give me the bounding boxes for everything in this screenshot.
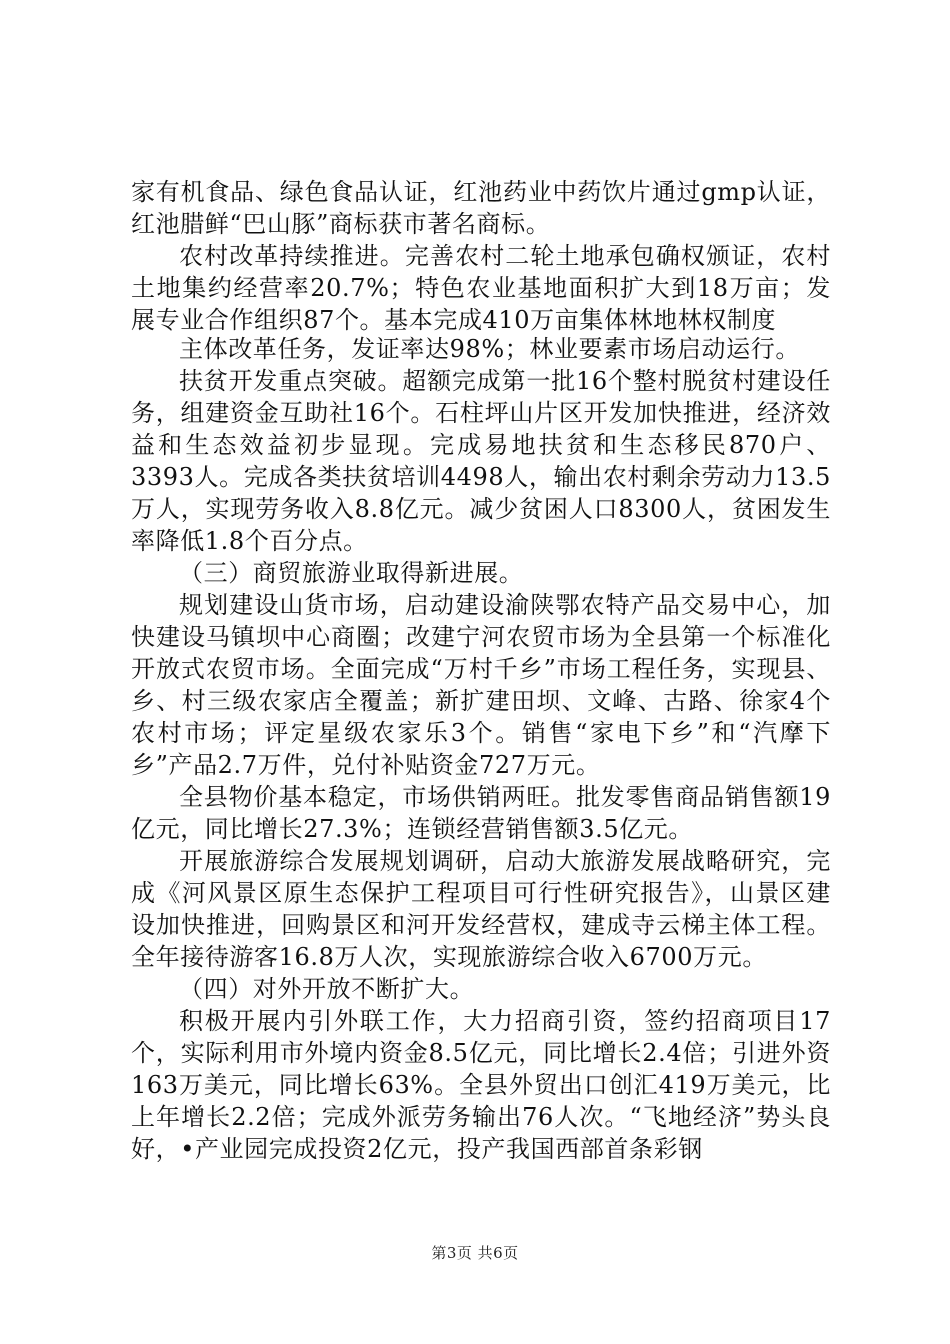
text-block-top [131,176,831,336]
section-heading-trade-tourism: （三）商贸旅游业取得新进展。 [179,559,524,587]
paragraph-poverty-alleviation: 扶贫开发重点突破。超额完成第一批16个整村脱贫村建设任务，组建资金互助社16个。石柱坪山片区开发加快推进，经济效益和生态效益初步显现。完成易地扶贫和生态移民870户、3393人。完成各类扶贫培训4498人，输出农村剩余劳动力13.5万人，实现劳务收入8.8亿元。减少贫困人口8300人，贫困发生率降低1.8个百分点。 [131,367,831,555]
paragraph-prices: 全县物价基本稳定，市场供销两旺。批发零售商品销售额19亿元，同比增长27.3%；连锁经营销售额3.5亿元。 [131,783,831,843]
paragraph-forestry-reform: 主体改革任务，发证率达98%；林业要素市场启动运行。 [179,335,800,363]
section-heading-opening-up: （四）对外开放不断扩大。 [179,975,475,1003]
paragraph-tourism: 开展旅游综合发展规划调研，启动大旅游发展战略研究，完成《河风景区原生态保护工程项目可行性研究报告》，山景区建设加快推进，回购景区和河开发经营权，建成寺云梯主体工程。全年接待游客16.8万人次，实现旅游综合收入6700万元。 [131,847,831,971]
paragraph-market-construction: 规划建设山货市场，启动建设渝陕鄂农特产品交易中心，加快建设马镇坝中心商圈；改建宁河农贸市场为全县第一个标准化开放式农贸市场。全面完成“万村千乡”市场工程任务，实现县、乡、村三级农家店全覆盖；新扩建田坝、文峰、古路、徐家4个农村市场；评定星级农家乐3个。销售“家电下乡”和“汽摩下乡”产品2.7万件，兑付补贴资金727万元。 [131,591,831,779]
paragraph-rural-reform: 农村改革持续推进。完善农村二轮土地承包确权颁证，农村土地集约经营率20.7%；特色农业基地面积扩大到18万亩；发展专业合作组织87个。基本完成410万亩集体林地林权制度 [131,242,831,334]
text-block-main [131,333,831,1165]
paragraph-continuation: 家有机食品、绿色食品认证，红池药业中药饮片通过gmp认证，红池腊鲜“巴山豚”商标获市著名商标。 [131,178,831,238]
page-number-label: 第3页 共6页 [431,1244,519,1262]
paragraph-investment: 积极开展内引外联工作，大力招商引资，签约招商项目17个，实际利用市外境内资金8.5亿元，同比增长2.4倍；引进外资163万美元，同比增长63%。全县外贸出口创汇419万美元，比上年增长2.2倍；完成外派劳务输出76人次。“飞地经济”势头良好，•产业园完成投资2亿元，投产我国西部首条彩钢 [131,1007,831,1163]
page-footer [0,1242,950,1263]
